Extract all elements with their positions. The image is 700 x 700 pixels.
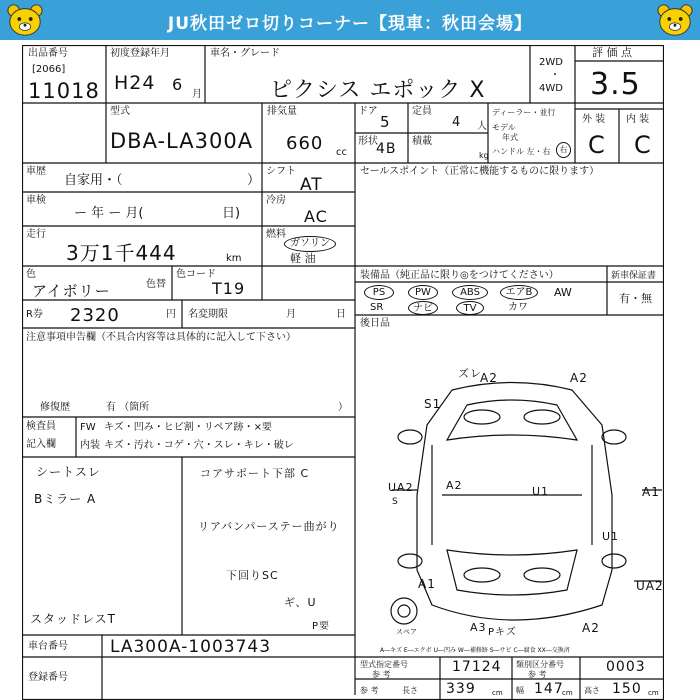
fuel-diesel: 軽 油	[290, 252, 316, 265]
fuel-gasoline: ガソリン	[284, 236, 336, 252]
inspector-inner: 内装	[80, 440, 100, 451]
lot-sub: [2066]	[32, 64, 66, 75]
name-change-month: 月	[286, 309, 296, 320]
length-unit: cm	[492, 689, 503, 697]
exterior-grade: C	[588, 131, 606, 159]
page-title: JU秋田ゼロ切りコーナー【現車：秋田会場】	[167, 14, 533, 34]
score-value: 3.5	[590, 67, 641, 102]
dealer-year: 年式	[502, 133, 518, 142]
equip-tv: TV	[456, 301, 484, 315]
type-no-label: 型式指定番号	[360, 660, 408, 669]
car-damage-diagram	[22, 45, 664, 700]
aftermarket-label: 後日品	[360, 318, 390, 329]
mark-s-left: S	[392, 497, 399, 507]
mark-s1: S1	[424, 397, 442, 411]
dealer-label: ディーラー・並行	[492, 108, 556, 117]
ac-value: AC	[304, 207, 328, 226]
inspector-fw: FW	[80, 422, 96, 433]
warranty-label: 新車保証書	[611, 271, 657, 281]
equip-airbag: エアB	[500, 285, 538, 300]
equip-label: 装備品（純正品に限り◎をつけてください）	[360, 270, 559, 281]
history-close: ）	[247, 173, 261, 188]
equip-sr: SR	[370, 302, 384, 313]
equip-navi: ナビ	[408, 301, 438, 315]
equip-abs: ABS	[452, 285, 488, 300]
inspector-row-2: キズ・汚れ・コゲ・穴・スレ・キレ・破レ	[104, 440, 294, 451]
color-value: アイボリー	[32, 282, 111, 300]
remark-right-2: リアバンパーステー曲がり	[198, 520, 340, 533]
first-reg-month-unit: 月	[192, 89, 202, 100]
shift-value: AT	[300, 175, 323, 195]
repair-value: 有 （箇所	[106, 402, 150, 413]
model-label: 型式	[110, 106, 130, 117]
model-value: DBA-LA300A	[110, 129, 254, 153]
doors-value: 5	[380, 113, 391, 131]
equip-pw: PW	[408, 285, 438, 300]
remark-2: Bミラー A	[34, 492, 97, 506]
recycle-unit: 円	[166, 309, 176, 320]
displacement-label: 排気量	[267, 106, 297, 117]
chassis-value: LA300A-1003743	[110, 637, 272, 657]
displacement-unit: cc	[336, 147, 347, 158]
inspector-label-2: 記入欄	[26, 439, 56, 450]
shape-label: 形状	[358, 136, 378, 147]
class-no-value: 0003	[606, 659, 646, 675]
auction-sheet	[22, 45, 664, 700]
mark-a1-rear-left: A1	[418, 577, 436, 591]
doors-label: ドア	[358, 106, 378, 117]
class-no-ref: 参 考	[528, 670, 547, 679]
remark-right-1: コアサポート下部 C	[200, 467, 310, 480]
color-label: 色	[26, 269, 36, 280]
history-value: 自家用・（	[64, 173, 123, 188]
damage-legend: A―キズ E―エクボ U―凹み W―補修跡 S―サビ C―腐食 XX―交換済	[380, 647, 570, 654]
interior-label: 内 装	[626, 114, 650, 125]
first-reg-label: 初度登録年月	[110, 48, 170, 59]
recycle-value: 2320	[70, 305, 120, 326]
mileage-unit: km	[226, 253, 242, 264]
mark-ua2-right: UA2	[636, 579, 664, 593]
notes-label: 注意事項申告欄（不具合内容等は具体的に記入して下さい）	[26, 332, 296, 343]
mark-a2-rear: A2	[582, 621, 600, 635]
remark-3: スタッドレスT	[30, 612, 116, 626]
mark-a2-front-right: A2	[570, 371, 588, 385]
recycle-label: R券	[26, 309, 43, 320]
dealer-model: モデル	[492, 123, 516, 132]
mark-a2-front-left: A2	[480, 371, 498, 385]
shift-label: シフト	[266, 166, 296, 177]
width-label: 幅	[516, 686, 524, 695]
history-label: 車歴	[26, 166, 46, 177]
mark-a3: A3	[470, 621, 487, 634]
mark-u1-center: U1	[532, 485, 550, 498]
mark-a2-left: A2	[446, 479, 463, 492]
length-ref: 参 考	[360, 686, 379, 695]
inspection-label: 車検	[26, 195, 46, 206]
type-no-ref: 参 考	[372, 670, 391, 679]
height-value: 150	[612, 681, 642, 697]
capacity-value: 4	[452, 115, 462, 130]
exterior-label: 外 装	[582, 114, 606, 125]
warranty-value: 有・無	[619, 292, 652, 305]
height-unit: cm	[648, 689, 659, 697]
mark-ua2-left: UA2	[388, 481, 414, 494]
class-no-label: 類別区分番号	[516, 660, 564, 669]
length-value: 339	[446, 681, 476, 697]
chassis-label: 車台番号	[28, 641, 68, 652]
drive-2wd: 2WD	[539, 57, 563, 68]
repair-close: ）	[338, 402, 348, 413]
load-label: 積載	[412, 136, 432, 147]
height-label: 高さ	[584, 686, 600, 695]
lot-label: 出品番号	[28, 48, 68, 59]
drive-dot: ・	[550, 70, 560, 81]
name-change-day: 日	[336, 309, 346, 320]
mark-p-scratch: Pキズ	[488, 627, 517, 638]
inspection-close: 日)	[222, 206, 241, 221]
type-no-value: 17124	[452, 659, 502, 675]
capacity-label: 定員	[412, 106, 432, 117]
dealer-handle: ハンドル 左・右	[492, 147, 551, 156]
repair-label: 修復歴	[40, 402, 70, 413]
color-code-value: T19	[212, 279, 246, 298]
drive-4wd: 4WD	[539, 83, 563, 94]
lot-number: 11018	[28, 79, 100, 103]
selling-point-label: セールスポイント（正常に機能するものに限ります）	[360, 166, 600, 177]
name-label: 車名・グレード	[210, 48, 280, 59]
car-name: ピクシス エポック X	[270, 78, 486, 103]
reg-no-label: 登録番号	[28, 672, 68, 683]
score-label: 評 価 点	[592, 46, 632, 59]
ac-label: 冷房	[266, 195, 286, 206]
mark-a1-right: A1	[642, 485, 660, 499]
first-reg-year: H24	[114, 72, 156, 94]
width-unit: cm	[562, 689, 573, 697]
inspector-row-1: キズ・凹み・ヒビ割・リペア跡・×要	[104, 422, 272, 433]
name-change-label: 名変期限	[188, 309, 228, 320]
length-label: 長さ	[402, 686, 418, 695]
handle-right-mark: 右	[556, 142, 571, 158]
color-change-label: 色替	[146, 279, 166, 290]
header-bar	[0, 0, 700, 40]
width-value: 147	[534, 681, 564, 697]
capacity-unit: 人	[477, 121, 487, 132]
displacement-value: 660	[286, 133, 324, 154]
remark-right-4: ギ、U	[284, 596, 317, 609]
inspection-value: ー 年 ー 月(	[74, 206, 144, 221]
spare-tire-label: スペア	[396, 628, 417, 636]
remark-1: シートスレ	[36, 465, 101, 479]
mileage-value: 3万1千444	[66, 241, 177, 265]
load-unit: kg	[479, 151, 489, 160]
remark-right-5: P要	[312, 621, 331, 632]
mark-u1-right: U1	[602, 530, 620, 543]
equip-ps: PS	[364, 285, 394, 300]
inspector-label-1: 検査員	[26, 421, 56, 432]
color-code-label: 色コード	[176, 269, 216, 280]
equip-aw: AW	[554, 286, 572, 299]
remark-right-3: 下回りSC	[226, 569, 279, 582]
first-reg-month: 6	[172, 75, 184, 94]
mark-zure: ズレ	[458, 367, 482, 380]
fuel-label: 燃料	[266, 229, 286, 240]
shape-value: 4B	[376, 141, 397, 157]
equip-leather: カワ	[508, 302, 528, 313]
bear-mascot-icon	[656, 2, 694, 38]
interior-grade: C	[634, 131, 652, 159]
mileage-label: 走行	[26, 229, 46, 240]
